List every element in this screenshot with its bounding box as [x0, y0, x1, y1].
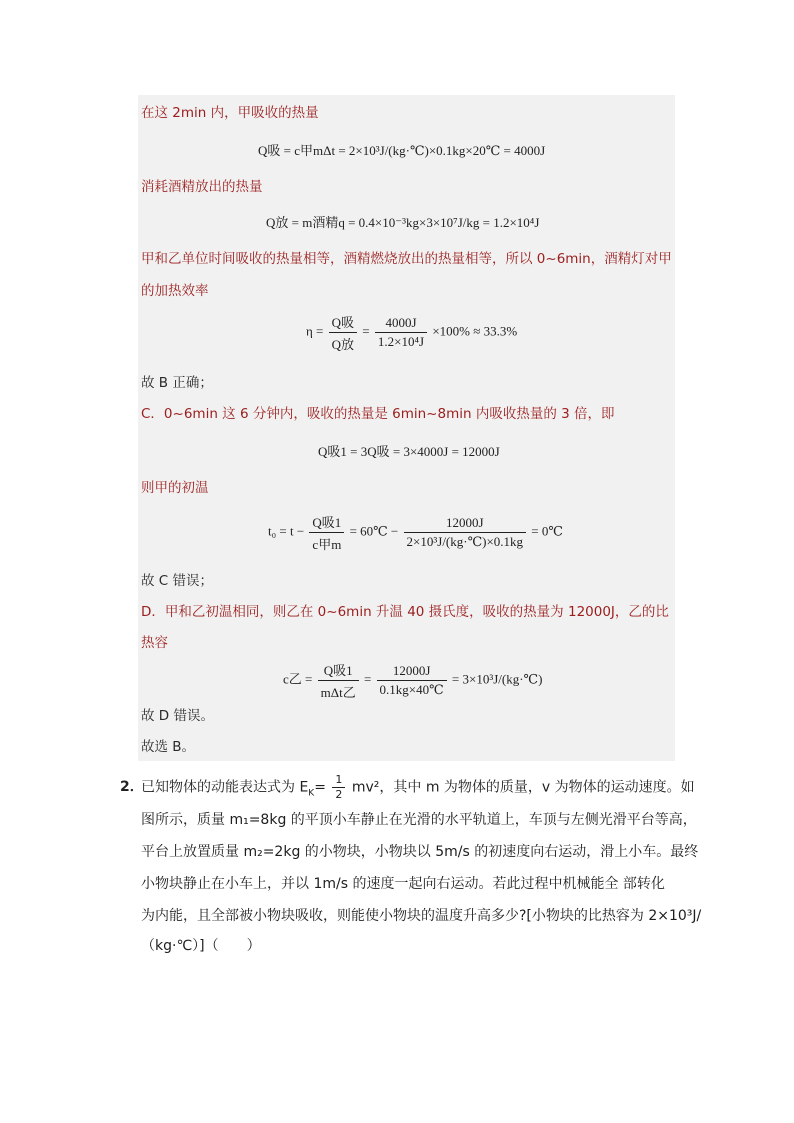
eq3-num2: 4000J: [375, 315, 427, 333]
eq6-num2: 12000J: [377, 663, 447, 681]
solution-final-answer: 故选 B。: [141, 739, 196, 755]
eq6-lhs: c乙 =: [283, 671, 313, 687]
eq6-rhs: = 3×10³J/(kg·℃): [451, 671, 543, 687]
solution-text-initial-temp: 则甲的初温: [141, 480, 209, 496]
eq3-fraction-1: [329, 312, 357, 353]
eq5-num1: Q吸1: [309, 512, 344, 533]
eq5-rhs: = 0℃: [531, 523, 563, 539]
solution-conclusion-c: 故 C 错误；: [141, 573, 214, 589]
equation-efficiency: [306, 312, 517, 353]
solution-option-d-2: 热容: [141, 635, 168, 651]
eq5-fraction-2: [404, 515, 527, 550]
eq5-lhs: t₀ = t −: [268, 523, 305, 539]
half-denominator: 2: [335, 788, 343, 801]
eq6-mid: =: [363, 671, 372, 687]
kinetic-energy-subscript: K: [308, 788, 315, 799]
eq3-fraction-2: [375, 315, 427, 350]
eq6-fraction-2: [377, 663, 447, 698]
equation-heat-absorbed: Q吸 = c甲mΔt = 2×10³J/(kg·℃)×0.1kg×20℃ = 4000J: [258, 143, 546, 158]
question-line-1c: mv²，其中 m 为物体的质量，v 为物体的运动速度。如: [351, 779, 695, 796]
eq3-den1: Q放: [331, 337, 355, 352]
eq6-num1: Q吸1: [318, 660, 359, 681]
question-line-1b: =: [314, 779, 326, 796]
half-numerator: 1: [332, 774, 345, 788]
solution-text-efficiency-intro-2: 的加热效率: [141, 283, 209, 299]
kinetic-energy-fraction: [332, 774, 345, 801]
question-line-1a: 已知物体的动能表达式为 E: [141, 779, 309, 796]
eq3-lhs: η =: [306, 323, 324, 339]
question-line-5: 为内能，且全部被小物块吸收，则能使小物块的温度升高多少?[小物块的比热容为 2×10³J/: [141, 908, 702, 924]
eq3-den2: 1.2×10⁴J: [377, 334, 425, 349]
question-line-4: 小物块静止在小车上，并以 1m/s 的速度一起向右运动。若此过程中机械能全 部转化: [141, 876, 665, 892]
equation-specific-heat: [283, 660, 542, 701]
solution-conclusion-d: 故 D 错误。: [141, 708, 214, 724]
equation-initial-temp: [268, 512, 563, 553]
question-line-3: 平台上放置质量 m₂=2kg 的小物块，小物块以 5m/s 的初速度向右运动，滑上小车。最终: [141, 844, 699, 860]
solution-option-d: D．甲和乙初温相同，则乙在 0~6min 升温 40 摄氏度，吸收的热量为 12000J，乙的比: [141, 604, 669, 620]
equation-alcohol-heat: Q放 = m酒精q = 0.4×10⁻³kg×3×10⁷J/kg = 1.2×10⁴J: [266, 215, 540, 230]
solution-text-heat-absorbed: 在这 2min 内，甲吸收的热量: [141, 105, 319, 121]
eq5-num2: 12000J: [404, 515, 527, 533]
eq6-fraction-1: [318, 660, 359, 701]
eq6-den2: 0.1kg×40℃: [379, 682, 444, 697]
question-number: 2．: [120, 779, 144, 795]
question-line-2: 图所示，质量 m₁=8kg 的平顶小车静止在光滑的水平轨道上，车顶与左侧光滑平台等高，: [141, 812, 697, 828]
solution-text-efficiency-intro: 甲和乙单位时间吸收的热量相等，酒精燃烧放出的热量相等，所以 0~6min，酒精灯对甲: [141, 251, 672, 267]
solution-conclusion-b: 故 B 正确；: [141, 375, 213, 391]
question-line-1: [141, 774, 695, 803]
eq5-mid: = 60℃ −: [349, 523, 399, 539]
eq5-den1: c甲m: [312, 537, 342, 552]
eq5-fraction-1: [309, 512, 344, 553]
equation-heat-q1: Q吸1 = 3Q吸 = 3×4000J = 12000J: [318, 444, 500, 459]
eq3-num1: Q吸: [329, 312, 357, 333]
solution-text-alcohol-heat: 消耗酒精放出的热量: [141, 179, 263, 195]
eq5-den2: 2×10³J/(kg·℃)×0.1kg: [406, 534, 524, 549]
eq6-den1: mΔt乙: [320, 685, 356, 700]
eq3-mid: =: [362, 323, 370, 339]
question-line-6: （kg·℃）]（ ）: [141, 938, 261, 954]
eq3-rhs: ×100% ≈ 33.3%: [432, 323, 518, 339]
solution-option-c: C．0~6min 这 6 分钟内，吸收的热量是 6min~8min 内吸收热量的 3 倍，即: [141, 406, 615, 422]
